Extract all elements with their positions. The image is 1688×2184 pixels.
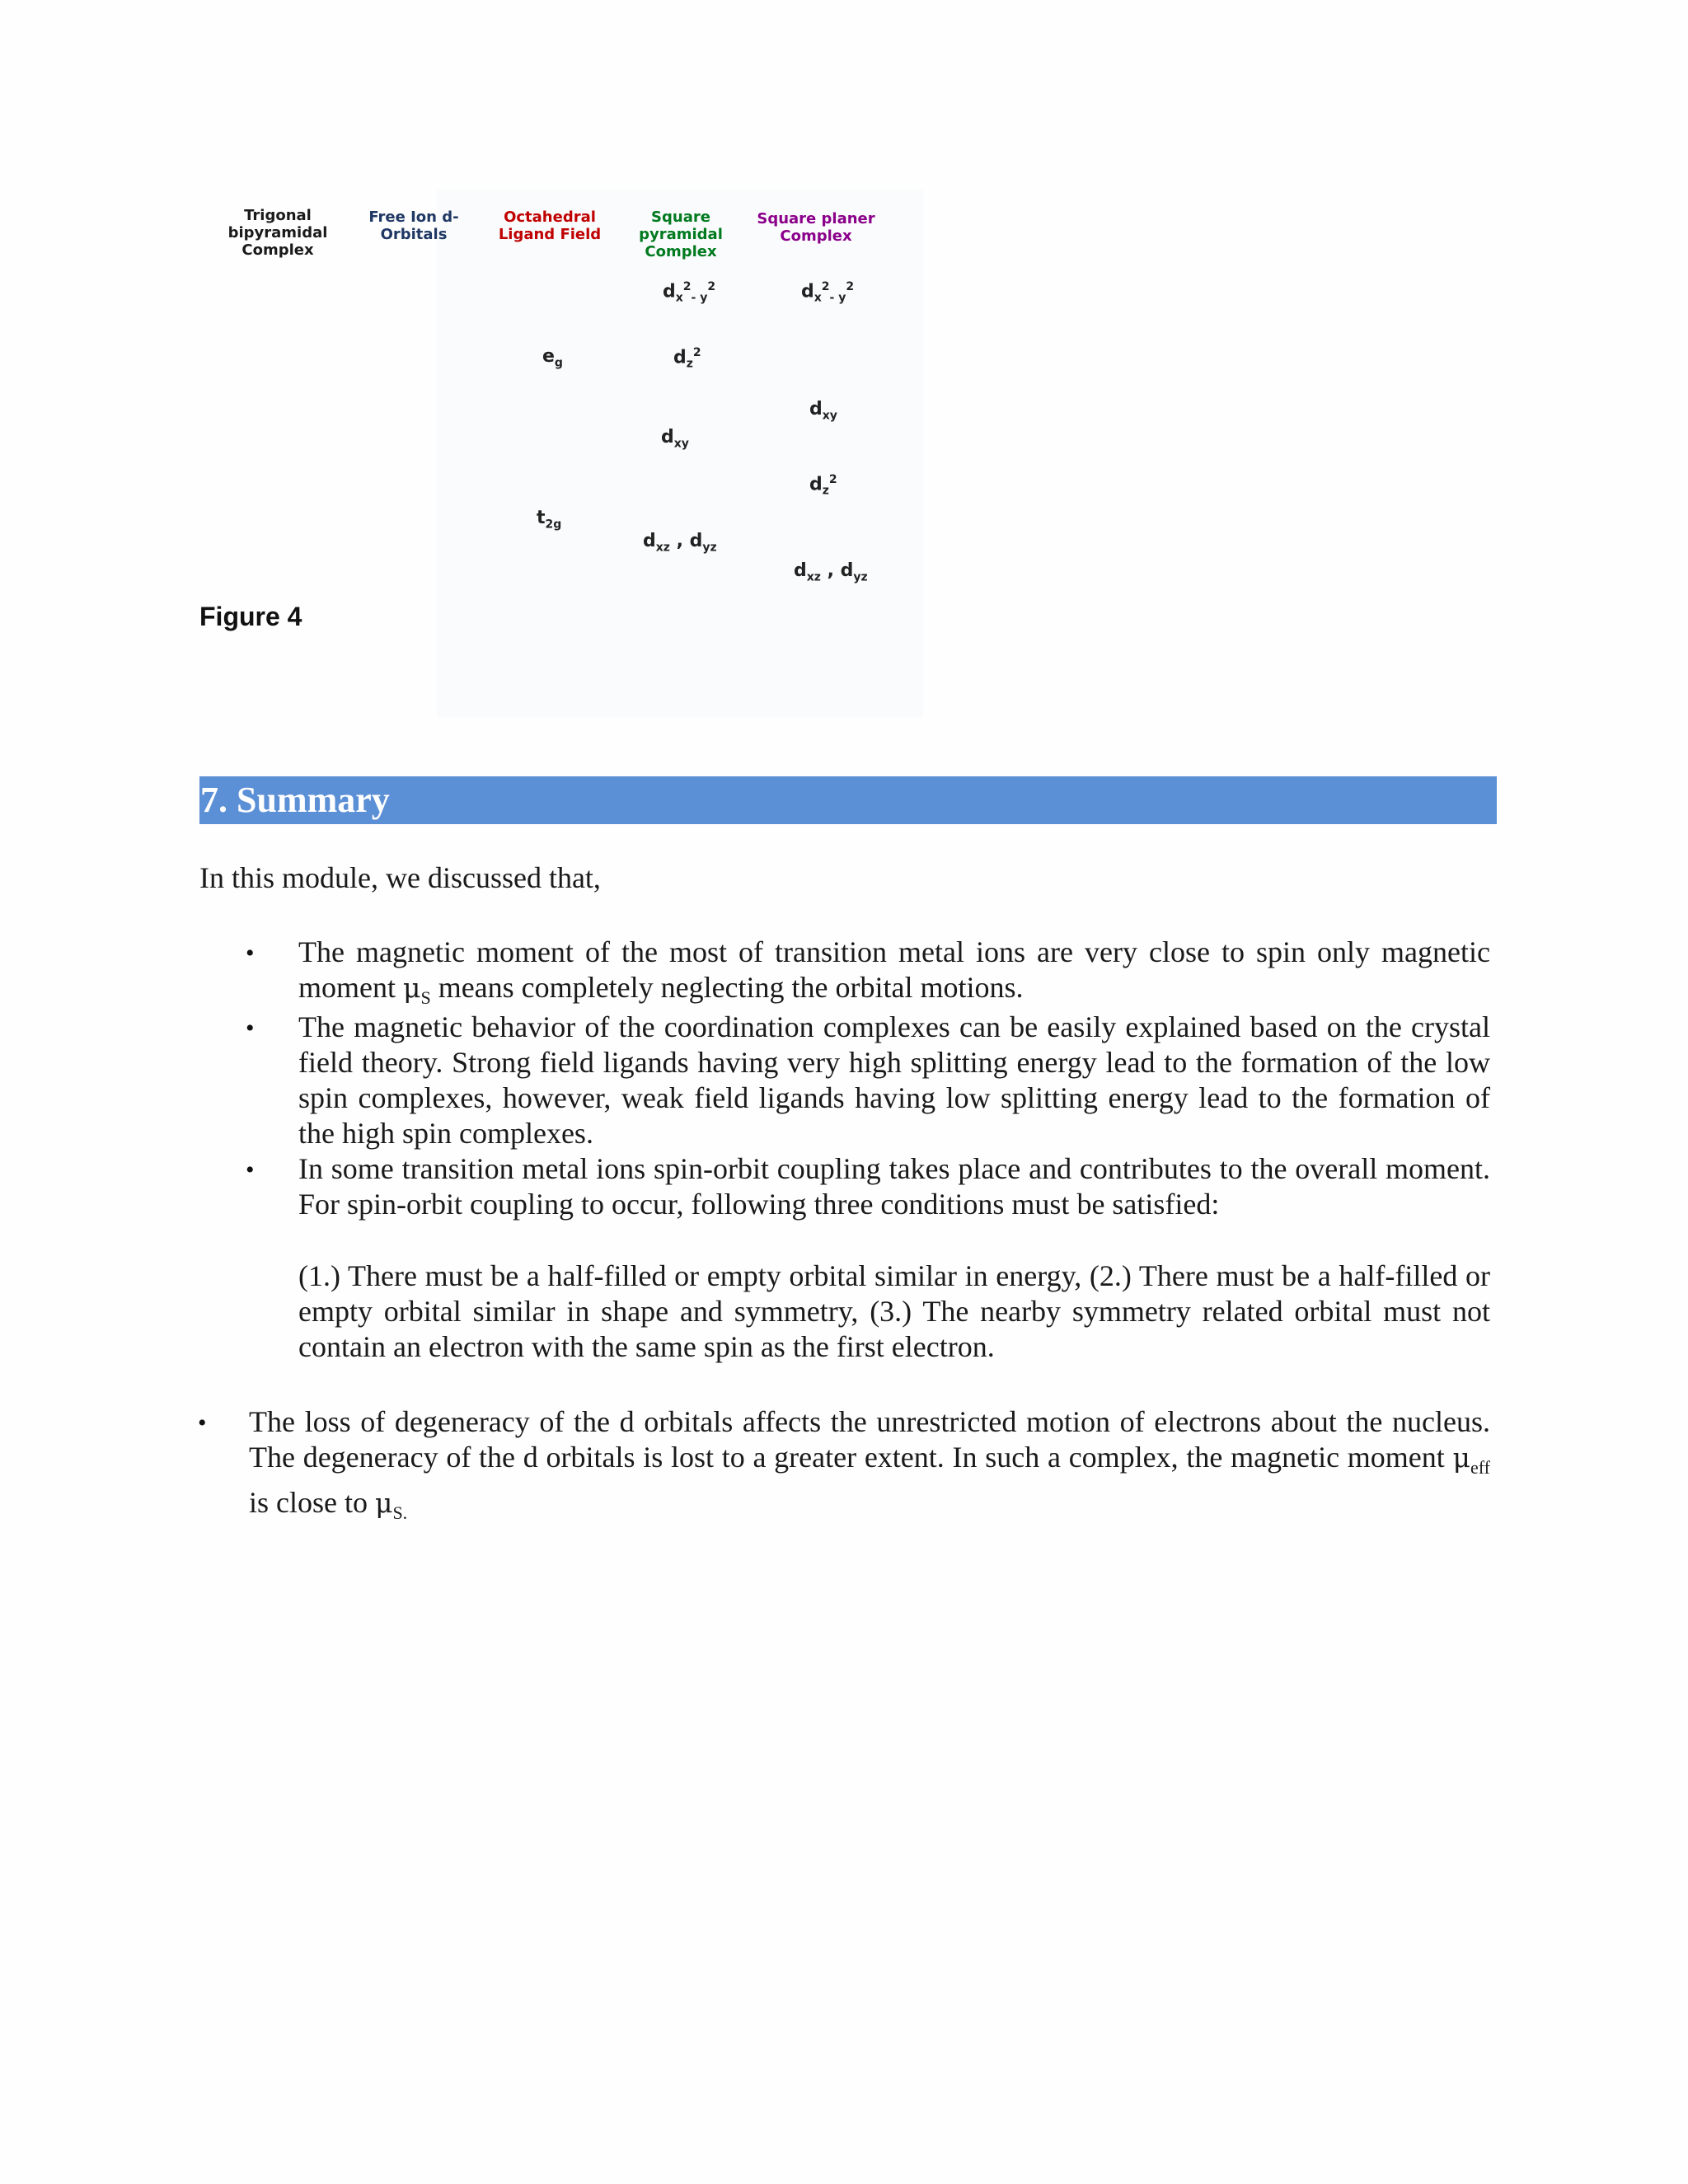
orbital-label-eg: $e_g$ <box>542 346 563 370</box>
column-header-square-planar: Square planer Complex <box>757 210 875 245</box>
column-header-square-pyramidal: Square pyramidal Complex <box>639 209 723 260</box>
bullet-marker: • <box>246 1015 255 1042</box>
orbital-label-spl-dx2-y2: $d_x^2_{- y}^2$ <box>801 280 855 305</box>
section-title: 7. Summary <box>200 780 390 820</box>
bullet-marker: • <box>246 940 255 967</box>
orbital-label-spl-dz2: $d_z^2$ <box>809 473 837 498</box>
figure-caption: Figure 4 <box>199 602 302 631</box>
bullet-marker: • <box>198 1409 207 1436</box>
intro-text: In this module, we discussed that, <box>199 861 601 894</box>
orbital-label-t2g: $t_{2g}$ <box>537 508 562 532</box>
orbital-label-spl-dxy: $d_{xy}$ <box>809 399 837 423</box>
orbital-label-sp-dx2-y2: $d_x^2_{- y}^2$ <box>663 280 716 305</box>
column-header-octahedral: Octahedral Ligand Field <box>498 209 602 243</box>
orbital-splitting-figure <box>198 190 923 717</box>
orbital-label-sp-dz2: $d_z^2$ <box>673 346 701 371</box>
summary-bullet-2: The magnetic behavior of the coordination complexes can be easily explained based on the crystal field theory. Strong field ligands having very high splitting energy lead to the formation of the low spin complexes, however, weak field ligands having low splitting energy lead to the formation of the high spin complexes. <box>298 1010 1490 1150</box>
spin-orbit-conditions: (1.) There must be a half-filled or empty orbital similar in energy, (2.) There must be a half-filled or empty orbital similar in shape and symmetry, (3.) The nearby symmetry related orbital must not contain an electron with the same spin as the first electron. <box>298 1259 1490 1363</box>
summary-bullet-1: The magnetic moment of the most of transition metal ions are very close to spin only magnetic moment $\mu_S$ means completely neglecting the orbital motions. <box>298 935 1490 1009</box>
orbital-label-spl-dxz-dyz: $d_{xz}$ , $d_{yz}$ <box>794 560 868 584</box>
column-header-trigonal-bipyramidal: Trigonal bipyramidal Complex <box>227 207 328 259</box>
column-header-free-ion: Free Ion d- Orbitals <box>368 209 459 243</box>
orbital-label-sp-dxz-dyz: $d_{xz}$ , $d_{yz}$ <box>643 531 717 555</box>
summary-bullet-4: The loss of degeneracy of the d orbitals affects the unrestricted motion of electrons about the nucleus. The degeneracy of the d orbitals is lost to a greater extent. In such a complex, the magnetic moment $\mu_{eff}$ is close to $\mu_{S.}$ <box>249 1405 1490 1524</box>
summary-bullet-3: In some transition metal ions spin-orbit coupling takes place and contributes to the overall moment. For spin-orbit coupling to occur, following three conditions must be satisfied: <box>298 1152 1490 1221</box>
orbital-label-sp-dxy: $d_{xy}$ <box>661 427 689 451</box>
figure-panel <box>437 190 923 717</box>
bullet-marker: • <box>246 1156 255 1183</box>
section-header-bar <box>199 776 1497 824</box>
